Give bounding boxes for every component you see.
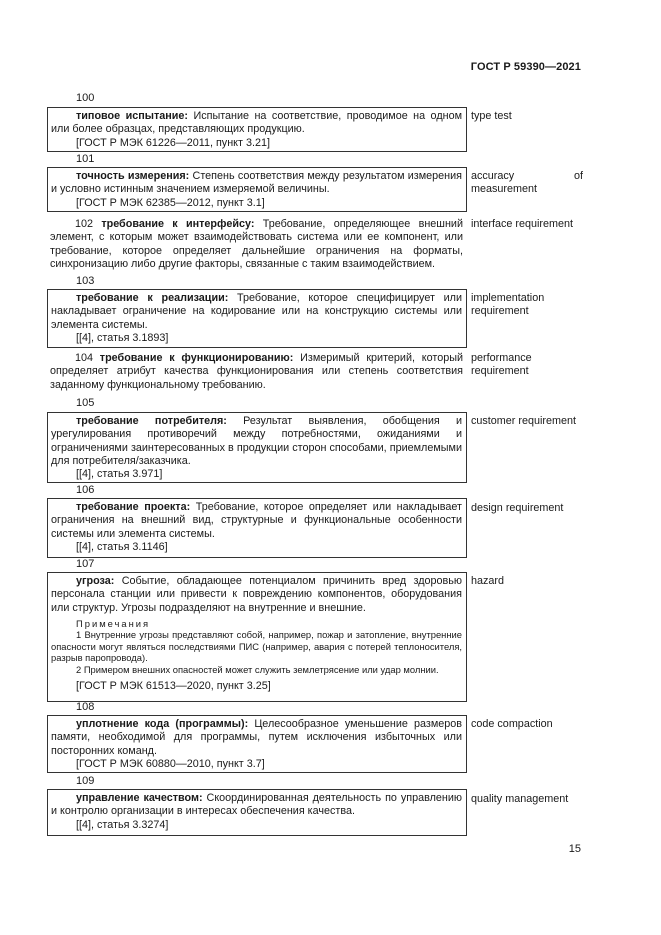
note: 1 Внутренние угрозы представляют собой, например, пожар и затопление, внутренние опасности могут являться последствиями ПИС (например, авария с потерей теплоносителя, разрыв паропровода).: [51, 629, 462, 664]
source-ref: [ГОСТ Р МЭК 61513—2020, пункт 3.25]: [76, 679, 271, 692]
definition: типовое испытание: Испытание на соответствие, проводимое на одном или более образцах, представляющих продукцию.: [51, 110, 463, 136]
term: угроза:: [76, 575, 115, 587]
definition: 104 требование к функционированию: Измеримый критерий, который определяет атрибут качества функционирования или степень соответствия заданному функциональному требованию.: [50, 352, 463, 391]
page-number: 15: [568, 843, 581, 855]
english-term: accuracy of measurement: [471, 170, 583, 196]
source-ref: [ГОСТ Р МЭК 61226—2011, пункт 3.21]: [76, 136, 270, 149]
english-term: interface requirement: [471, 218, 574, 230]
english-term: design requirement: [471, 502, 564, 514]
term-box: [47, 572, 467, 702]
notes-heading: Примечания: [76, 617, 151, 629]
notes: [51, 618, 462, 675]
term-box: [47, 412, 467, 483]
english-term: hazard: [471, 575, 505, 587]
source-ref: [ГОСТ Р МЭК 60880—2010, пункт 3.7]: [76, 757, 265, 770]
term-box: [47, 289, 467, 348]
term-box: [47, 789, 467, 836]
term: уплотнение кода (программы):: [76, 718, 249, 730]
english-term: performance requirement: [471, 352, 532, 378]
entry-number: 107: [76, 558, 95, 570]
source-ref: [[4], статья 3.971]: [76, 468, 163, 481]
source-ref: [[4], статья 3.3274]: [76, 818, 169, 831]
definition: требование проекта: Требование, которое определяет или накладывает ограничения на внешний вид, структурные и функциональные особенности системы или элемента системы.: [51, 501, 463, 540]
note: 2 Примером внешних опасностей может служить землетрясение или удар молнии.: [76, 663, 439, 675]
term: точность измерения:: [76, 170, 190, 182]
entry-number: 103: [76, 275, 95, 287]
entry-number: 106: [76, 484, 95, 496]
definition: управление качеством: Скоординированная деятельность по управлению и контролю организации в интересах обеспечения качества.: [51, 792, 463, 818]
definition: уплотнение кода (программы): Целесообразное уменьшение размеров памяти, необходимой для программы, путем исключения избыточных или посторонних команд.: [51, 718, 462, 757]
english-term: customer requirement: [471, 415, 577, 427]
entry-number: 101: [76, 153, 95, 165]
english-term: type test: [471, 110, 512, 122]
entry-number: 109: [76, 775, 95, 787]
definition: требование к реализации: Требование, которое специфицирует или накладывает ограничение на кодирование или на конструкцию системы или элемента системы.: [51, 292, 462, 331]
term-box: [47, 498, 467, 558]
definition: 102 требование к интерфейсу: Требование, определяющее внешний элемент, с которым может взаимодействовать система или ее компонент, или требование, которое определяет дальнейшие ограничения на форматы, синхронизацию либо другие факторы, связанные с таким взаимодействием.: [50, 218, 463, 270]
term-block: [47, 218, 467, 271]
english-term: quality management: [471, 793, 569, 805]
definition: угроза: Событие, обладающее потенциалом причинить вред здоровью персонала станции или привести к повреждению компонентов, оборудования или структур. Угрозы подразделяют на внутренние и внешние.: [51, 575, 463, 614]
standard-header: ГОСТ Р 59390—2021: [470, 61, 581, 73]
definition: точность измерения: Степень соответствия между результатом измерения и условно истинным значением измеряемой величины.: [51, 170, 463, 196]
term-box: [47, 167, 467, 212]
english-term: code compaction: [471, 718, 553, 730]
term-block: [47, 352, 467, 392]
term: требование к интерфейсу:: [101, 218, 255, 230]
english-term: implementation requirement: [471, 292, 545, 318]
term: требование потребителя:: [76, 415, 227, 427]
term-box: [47, 107, 467, 152]
term: требование к функционированию:: [99, 352, 294, 364]
term: требование к реализации:: [76, 292, 229, 304]
definition: требование потребителя: Результат выявления, обобщения и урегулирования противоречий между потребностями, ожиданиями и ограничениями заинтересованных в продукции сторон способами, приемлемыми для потребителя/заказчика.: [51, 415, 463, 467]
term: требование проекта:: [76, 501, 191, 513]
source-ref: [[4], статья 3.1146]: [76, 540, 168, 553]
term: управление качеством:: [76, 792, 203, 804]
entry-number: 105: [76, 397, 95, 409]
source-ref: [[4], статья 3.1893]: [76, 331, 169, 344]
source-ref: [ГОСТ Р МЭК 62385—2012, пункт 3.1]: [76, 196, 265, 209]
entry-number: 108: [76, 701, 95, 713]
term: типовое испытание:: [76, 110, 189, 122]
term-box: [47, 715, 467, 773]
entry-number: 100: [76, 92, 95, 104]
